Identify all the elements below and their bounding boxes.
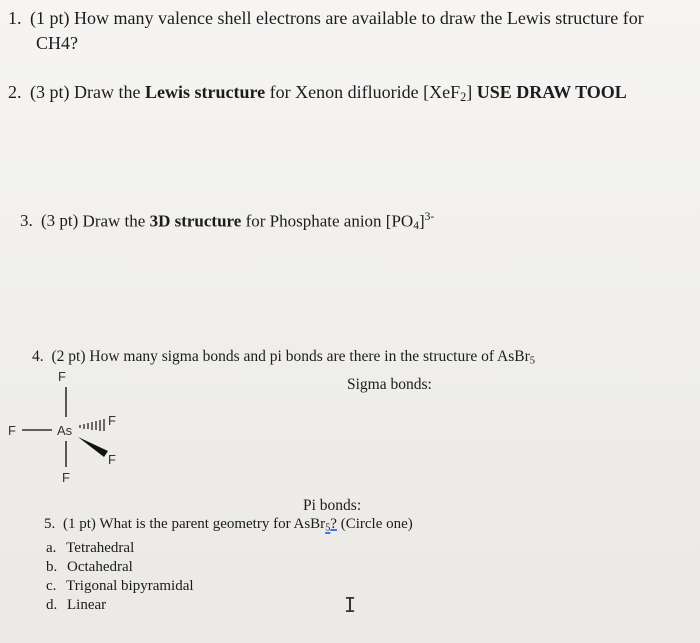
question-2-bracket: ] — [466, 82, 473, 102]
option-c-letter: c. — [46, 578, 57, 594]
atom-f-wedge: F — [108, 452, 116, 467]
question-3-text-mid: for Phosphate anion [PO — [245, 211, 414, 231]
question-4-points: (2 pt) — [51, 348, 86, 365]
question-2-text-pre: Draw the — [74, 82, 141, 102]
question-5-points: (1 pt) — [63, 516, 96, 532]
option-a-letter: a. — [46, 540, 57, 556]
text-cursor-icon: I — [344, 593, 357, 617]
question-3 — [20, 210, 434, 232]
question-3-number: 3. — [20, 211, 33, 231]
option-c-text: Trigonal bipyramidal — [66, 578, 194, 594]
sigma-bonds-label: Sigma bonds: — [347, 376, 432, 393]
question-2-text-mid: for Xenon difluoride [XeF — [269, 82, 461, 102]
question-4-subscript: 5 — [529, 355, 536, 367]
option-a-text: Tetrahedral — [66, 540, 135, 556]
question-1 — [8, 8, 644, 29]
option-d-text: Linear — [67, 597, 107, 613]
atom-f-right: F — [108, 413, 116, 428]
question-5-circle-one: (Circle one) — [340, 516, 413, 532]
atom-f-bottom: F — [62, 470, 70, 485]
question-2-bold-draw-tool: USE DRAW TOOL — [476, 82, 627, 102]
question-3-superscript: 3- — [424, 210, 435, 223]
question-5 — [44, 516, 413, 534]
question-3-bracket: ] — [418, 211, 425, 231]
question-2-number: 2. — [8, 82, 22, 102]
question-5-subscript: 5 — [325, 522, 331, 534]
option-b-letter: b. — [46, 559, 58, 575]
option-b[interactable] — [46, 559, 133, 576]
question-5-text: What is the parent geometry for AsBr — [99, 516, 326, 532]
question-4-text: How many sigma bonds and pi bonds are there in the structure of AsBr — [89, 348, 530, 365]
question-1-number: 1. — [8, 8, 22, 28]
question-1-text-line2: CH4? — [36, 33, 78, 53]
question-3-text-pre: Draw the — [82, 211, 146, 231]
question-2-subscript: 2 — [460, 90, 467, 105]
atom-as-center: As — [57, 423, 73, 438]
asf5-structure-diagram — [0, 365, 140, 485]
question-3-bold-3d: 3D structure — [149, 211, 242, 231]
hashed-bond — [80, 419, 104, 431]
question-1-points: (1 pt) — [30, 8, 70, 28]
atom-f-left: F — [8, 423, 16, 438]
option-a[interactable] — [46, 540, 134, 557]
atom-f-top: F — [58, 369, 66, 384]
option-c[interactable] — [46, 578, 194, 595]
option-d[interactable] — [46, 597, 106, 614]
question-3-subscript: 4 — [413, 219, 419, 233]
question-2-points: (3 pt) — [30, 82, 70, 102]
question-4 — [32, 348, 535, 367]
option-d-letter: d. — [46, 597, 58, 613]
question-3-points: (3 pt) — [41, 211, 79, 231]
question-5-qmark: ? — [330, 516, 337, 532]
question-5-number: 5. — [44, 516, 56, 532]
question-2 — [8, 82, 627, 105]
question-2-bold-lewis: Lewis structure — [144, 82, 266, 102]
wedge-bond — [78, 437, 108, 457]
question-1-text: How many valence shell electrons are available to draw the Lewis structure for — [74, 8, 644, 28]
question-4-number: 4. — [32, 348, 44, 365]
pi-bonds-label: Pi bonds: — [303, 497, 362, 514]
option-b-text: Octahedral — [67, 559, 133, 575]
